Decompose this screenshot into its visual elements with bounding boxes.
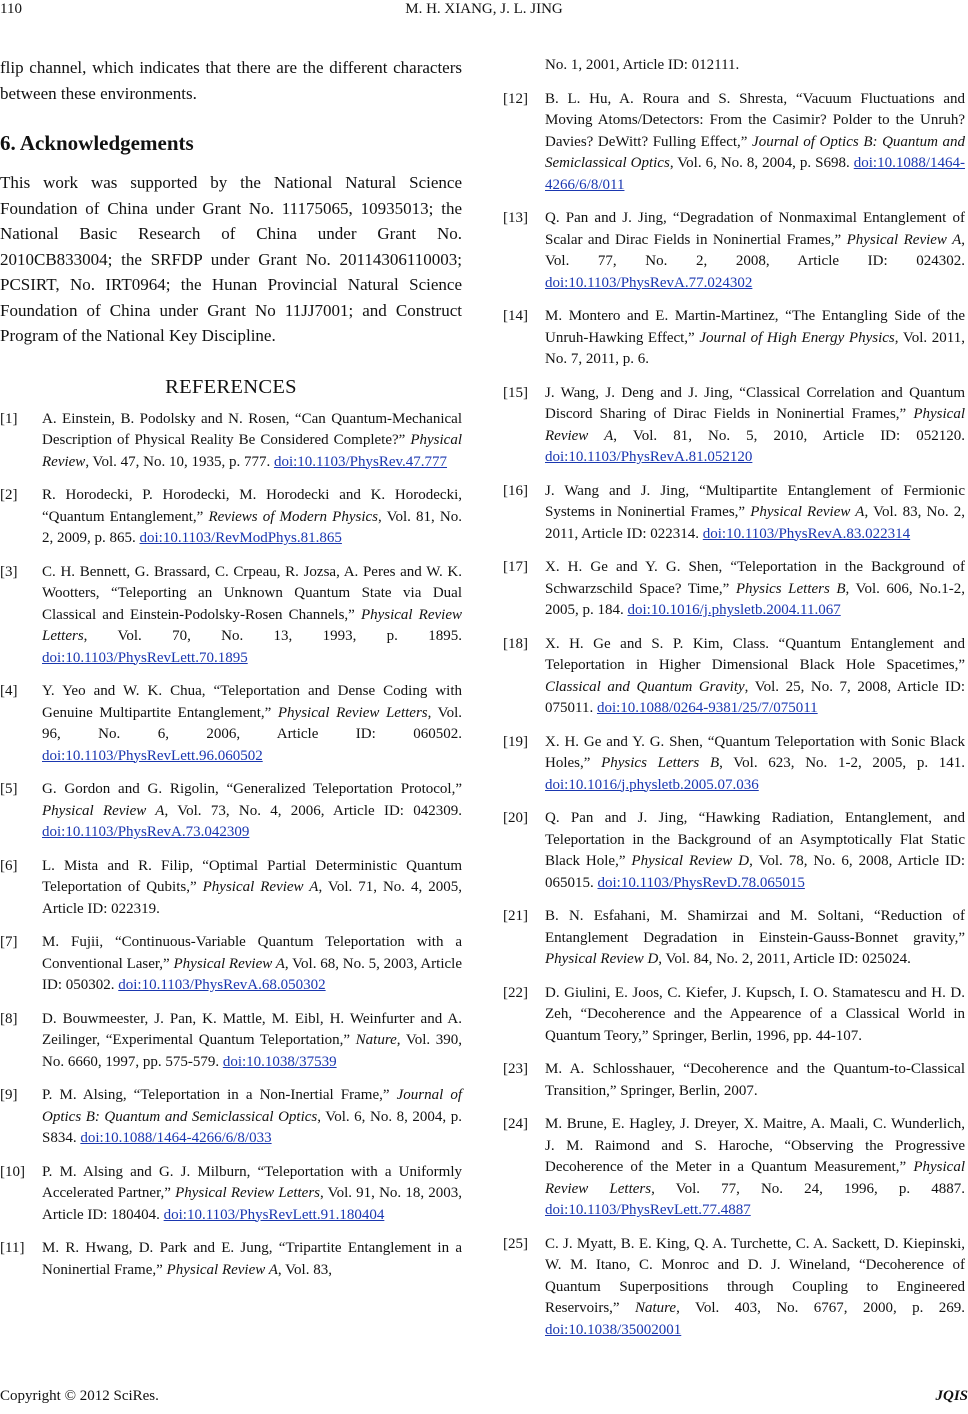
reference-number: [1] [0,410,18,427]
doi-link[interactable]: doi:10.1038/35002001 [545,1321,682,1338]
reference-number: [8] [0,1010,18,1027]
reference-text [545,481,965,546]
doi-link[interactable]: doi:10.1088/0264-9381/25/7/075011 [596,700,818,716]
reference-item [503,557,965,622]
reference-authors-title: J. Wang, J. Deng and J. Jing, “Classical Correlation and Quantum Discord Sharing of Dirac Fields in Noninertial Frames,” [545,384,965,422]
reference-text [42,1009,462,1074]
reference-journal: Physical Review D [631,853,750,869]
intro-paragraph: flip channel, which indicates that there are the different characters between these environments. [0,58,462,103]
doi-link[interactable]: doi:10.1103/PhysRevA.68.050302 [118,977,326,993]
reference-details: , Vol. 623, No. 1-2, 2005, p. 141. [719,755,966,771]
reference-authors-title: C. H. Bennett, G. Brassard, C. Crpeau, R. Jozsa, A. Peres and W. K. Wootters, “Teleporting an Unknown Quantum State via Dual Classical and Einstein-Podolsky-Rosen Channels,” [42,563,462,623]
reference-details: , Vol. 606, No.1-2, 2005, p. 184. [545,580,965,618]
reference-item [503,481,965,546]
reference-authors-title: M. R. Hwang, D. Park and E. Jung, “Tripartite Entanglement in a Noninertial Frame,” [42,1240,462,1278]
reference-authors-title: R. Horodecki, P. Horodecki, M. Horodecki and K. Horodecki, “Quantum Entanglement,” [42,487,462,525]
reference-text [545,732,965,797]
reference-number: [12] [503,90,528,107]
reference-text [42,1238,462,1281]
reference-text [545,1114,965,1222]
reference-item [503,306,965,371]
acknowledgements-text: This work was supported by the National Natural Science Foundation of China under Grant No. 11175065, 10935013; the National Basic Research of China under Grant No. 2010CB833004; the SRFDP under Grant No. 20114306110003; PCSIRT, No. IRT0964; the Hunan Provincial Natural Science Foundation of China under Grant No 11JJ7001; and Construct Program of the National Key Discipline. [0,173,462,345]
reference-number: [6] [0,857,18,874]
reference-authors-title: B. L. Hu, A. Roura and S. Shresta, “Vacuum Fluctuations and Moving Atoms/Detectors: From the Casimir? Polder to the Unruh? Davies? DeWitt? Fulling Effect,” [545,90,965,150]
doi-link[interactable]: doi:10.1088/1464-4266/6/8/033 [80,1130,272,1146]
reference-journal: Physical Review A [202,879,319,895]
running-head: M. H. XIANG, J. L. JING [405,1,563,17]
reference-item [0,409,462,474]
reference-journal: Physical Review A [545,406,965,444]
reference-item [0,1162,462,1227]
reference-authors-title: D. Bouwmeester, J. Pan, K. Mattle, M. Eibl, H. Weinfurter and A. Zeilinger, “Experimental Quantum Teleportation,” [42,1010,462,1048]
reference-text [545,808,965,894]
copyright-notice: Copyright © 2012 SciRes. [0,1388,159,1404]
reference-details: , Vol. 81, No. 5, 2010, Article ID: 052120. [613,427,965,444]
reference-item [503,732,965,797]
reference-number: [21] [503,908,528,924]
reference-journal: Physical Review A [42,802,165,819]
reference-item [503,634,965,720]
reference-number: [23] [503,1061,528,1077]
doi-link[interactable]: doi:10.1038/37539 [222,1053,337,1070]
reference-number: [13] [503,210,528,226]
reference-journal: Physical Review A [750,504,865,520]
reference-text [545,89,965,197]
reference-item [503,983,965,1048]
reference-number: [22] [503,984,528,1001]
reference-journal: Classical and Quantum Gravity [545,678,745,695]
reference-item [0,856,462,921]
reference-item [503,1059,965,1102]
reference-list-left [0,409,462,1282]
doi-link[interactable]: doi:10.1103/PhysRevA.73.042309 [42,824,250,840]
reference-number: [11] [0,1240,25,1256]
reference-journal: Physics Letters B [735,580,846,597]
reference-item [503,383,965,469]
reference-text [545,557,965,622]
reference-item [0,1009,462,1074]
reference-journal: Physical Review Letters [175,1185,321,1201]
reference-authors-title: Q. Pan and J. Jing, “Degradation of Nonmaximal Entanglement of Scalar and Dirac Fields in Noninertial Frames,” [545,210,965,248]
reference-number: [14] [503,308,528,324]
reference-text [42,409,462,474]
doi-link[interactable]: doi:10.1103/PhysRevD.78.065015 [597,874,805,891]
reference-details: , Vol. 390, No. 6660, 1997, pp. 575-579. [42,1032,462,1070]
doi-link[interactable]: doi:10.1103/PhysRevLett.77.4887 [545,1202,751,1218]
reference-text [545,1059,965,1102]
reference-item [503,1114,965,1222]
reference-number: [9] [0,1087,18,1103]
doi-link[interactable]: doi:10.1103/PhysRevA.81.052120 [545,449,753,465]
reference-details: , Vol. 78, No. 6, 2008, Article ID: 065015. [545,853,965,891]
reference-number: [7] [0,934,18,950]
reference-text [545,983,965,1048]
doi-link[interactable]: doi:10.1103/PhysRevLett.96.060502 [42,747,263,764]
reference-item [503,89,965,197]
reference-journal: Physical Review Letters [277,704,428,721]
reference-authors-title: J. Wang and J. Jing, “Multipartite Entanglement of Fermionic Systems in Noninertial Frames,” [545,482,965,520]
doi-link[interactable]: doi:10.1016/j.physletb.2005.07.036 [545,776,759,793]
reference-item [0,779,462,844]
doi-link[interactable]: doi:10.1103/PhysRevLett.70.1895 [42,649,248,666]
reference-number: [16] [503,482,528,499]
reference-journal: Nature [355,1032,397,1048]
reference-number: [19] [503,733,528,750]
reference-item [503,906,965,971]
reference-journal: Physical Review A [166,1261,278,1278]
left-column [0,55,462,1293]
reference-details: , Vol. 403, No. 6767, 2000, p. 269. [676,1300,965,1316]
doi-link[interactable]: doi:10.1103/PhysRevA.77.024302 [545,274,753,291]
reference-details: , Vol. 2011, No. 7, 2011, p. 6. [545,329,965,367]
reference-number: [2] [0,487,18,503]
reference-text [42,856,462,921]
reference-details: , Vol. 83, [277,1261,332,1278]
reference-details: , Vol. 77, No. 2, 2008, Article ID: 024302. [545,231,965,269]
doi-link[interactable]: doi:10.1103/PhysRev.47.777 [273,453,448,470]
reference-number: [17] [503,559,528,575]
doi-link[interactable]: doi:10.1088/1464-4266/6/8/011 [545,155,965,193]
reference-details: , Vol. 81, No. 2, 2009, p. 865. [42,508,462,546]
reference-authors-title: X. H. Ge and Y. G. Shen, “Quantum Teleportation with Sonic Black Holes,” [545,733,965,771]
reference-details: , Vol. 6, No. 8, 2004, p. S698. [669,155,854,171]
reference-text [545,383,965,469]
reference-details: , Vol. 84, No. 2, 2011, Article ID: 025024. [658,951,911,967]
reference-details: , Vol. 77, No. 24, 1996, p. 4887. [651,1180,965,1197]
reference-journal: Nature [634,1300,677,1316]
reference-details: , Vol. 96, No. 6, 2006, Article ID: 060502. [42,704,462,742]
reference-authors-title: G. Gordon and G. Rigolin, “Generalized Teleportation Protocol,” [42,781,462,797]
reference-number: [3] [0,563,18,580]
reference-item [0,1085,462,1150]
reference-journal: Journal of Optics B: Quantum and Semiclassical Optics [545,133,966,171]
reference-journal: Physical Review A [846,231,962,248]
reference-authors-title: P. M. Alsing and G. J. Milburn, “Teleportation with a Uniformly Accelerated Partner,” [42,1163,462,1201]
reference-text [42,1085,462,1150]
page-number: 110 [0,1,22,17]
reference-number: [25] [503,1235,528,1252]
reference-journal: Physical Review [42,432,462,470]
reference-details: , Vol. 73, No. 4, 2006, Article ID: 042309. [164,802,462,819]
reference-item [0,932,462,997]
doi-link[interactable]: doi:10.1103/PhysRevLett.91.180404 [163,1206,385,1223]
reference-authors-title: A. Einstein, B. Podolsky and N. Rosen, “Can Quantum-Mechanical Description of Physical Reality Be Considered Complete?” [42,410,462,448]
reference-text [545,634,965,720]
reference-journal: Journal of High Energy Physics [699,329,895,346]
reference-text [545,1234,965,1342]
reference-text [42,779,462,844]
reference-authors-title: P. M. Alsing, “Teleportation in a Non-Inertial Frame,” [42,1087,397,1103]
reference-authors-title: X. H. Ge and S. P. Kim, Class. “Quantum Entanglement and Teleportation in Higher Dimensional Black Hole Spacetimes,” [545,635,965,673]
reference-details: , Vol. 71, No. 4, 2005, Article ID: 022319. [42,879,462,917]
reference-text [545,208,965,294]
reference-text [42,562,462,670]
reference-journal: Physical Review D [545,951,659,967]
reference-11-continuation: No. 1, 2001, Article ID: 012111. [545,57,740,73]
reference-authors-title: M. Fujii, “Continuous-Variable Quantum Teleportation with a Conventional Laser,” [42,934,462,972]
reference-authors-title: B. N. Esfahani, M. Shamirzai and M. Soltani, “Reduction of Entanglement Degradation in Einstein-Gauss-Bonnet gravity,” [545,908,965,946]
reference-text [42,485,462,550]
reference-item [503,808,965,894]
reference-journal: Physical Review Letters [42,606,462,644]
reference-text [42,932,462,997]
doi-link[interactable]: doi:10.1103/PhysRevA.83.022314 [702,525,911,542]
reference-journal: Physical Review Letters [545,1159,965,1197]
reference-details: , Vol. 83, No. 2, 2011, Article ID: 022314. [545,504,965,542]
reference-list-right [503,89,965,1342]
reference-journal: Physical Review A [173,955,285,972]
reference-authors-title: L. Mista and R. Filip, “Optimal Partial Deterministic Quantum Teleportation of Qubits,” [42,857,462,895]
reference-authors-title: C. J. Myatt, B. E. King, Q. A. Turchette, C. A. Sackett, D. Kiepinski, W. M. Itano, C. Monroc and D. J. Wineland, “Decoherence of Quantum Superpositions through Coupling to Engineered Reservoirs,” [545,1235,965,1316]
reference-text [42,1162,462,1227]
reference-journal: Journal of Optics B: Quantum and Semiclassical Optics [42,1087,462,1125]
reference-details: , Vol. 47, No. 10, 1935, p. 777. [85,453,274,470]
reference-item [0,485,462,550]
reference-details: , Vol. 25, No. 7, 2008, Article ID: 075011. [545,678,965,716]
reference-item [503,1234,965,1342]
reference-number: [5] [0,781,18,797]
reference-item [0,562,462,670]
reference-item [503,208,965,294]
reference-number: [10] [0,1163,25,1180]
reference-number: [4] [0,683,18,699]
right-column [503,55,965,1353]
reference-authors-title: M. A. Schlosshauer, “Decoherence and the Quantum-to-Classical Transition,” Springer, Berlin, 2007. [545,1061,965,1099]
reference-number: [18] [503,635,528,652]
reference-number: [24] [503,1116,528,1132]
doi-link[interactable]: doi:10.1103/RevModPhys.81.865 [139,530,342,546]
reference-item [0,1238,462,1281]
reference-details: , Vol. 68, No. 5, 2003, Article ID: 050302. [42,955,462,993]
journal-abbrev: JQIS [935,1388,968,1404]
reference-text [545,306,965,371]
reference-details: , Vol. 70, No. 13, 1993, p. 1895. [83,628,462,644]
reference-authors-title: M. Brune, E. Hagley, J. Dreyer, X. Maitre, A. Maali, C. Wunderlich, J. M. Raimond and S. Haroche, “Observing the Progressive Decoherence of the Meter in a Quantum Measurement,” [545,1116,965,1175]
reference-item [0,681,462,767]
reference-authors-title: Y. Yeo and W. K. Chua, “Teleportation and Dense Coding with Genuine Multipartite Entanglement,” [42,683,462,721]
reference-journal: Physics Letters B [601,755,720,771]
page-header [0,0,968,30]
reference-authors-title: Q. Pan and J. Jing, “Hawking Radiation, Entanglement, and Teleportation in the Background of an Asymptotically Flat Static Black Hole,” [545,810,965,869]
doi-link[interactable]: doi:10.1016/j.physletb.2004.11.067 [627,602,841,618]
reference-authors-title: D. Giulini, E. Joos, C. Kiefer, J. Kupsch, I. O. Stamatescu and H. D. Zeh, “Decoherence and the Appearence of a Classical World in Quantum Teory,” Springer, Berlin, 1996, pp. 44-107. [545,984,965,1044]
references-heading: REFERENCES [165,375,297,398]
reference-authors-title: X. H. Ge and Y. G. Shen, “Teleportation in the Background of Schwarzschild Space? Time,” [545,559,965,597]
reference-journal: Reviews of Modern Physics [208,508,378,525]
reference-details: , Vol. 91, No. 18, 2003, Article ID: 180404. [42,1185,462,1223]
reference-number: [20] [503,810,528,826]
reference-text [42,681,462,767]
reference-details: , Vol. 6, No. 8, 2004, p. S834. [42,1108,462,1146]
reference-text [545,906,965,971]
reference-number: [15] [503,384,528,401]
reference-authors-title: M. Montero and E. Martin-Martinez, “The Entangling Side of the Unruh-Hawking Effect,” [545,308,965,346]
acknowledgements-heading: 6. Acknowledgements [0,131,194,155]
